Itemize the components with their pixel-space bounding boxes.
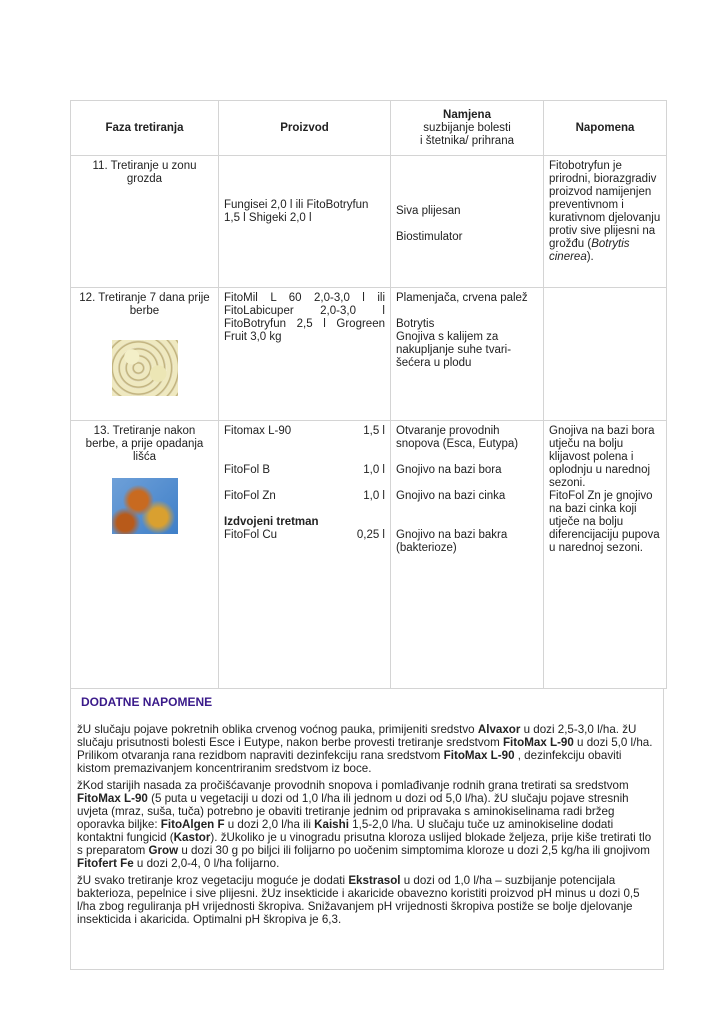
product-name: FitoAlgen F: [160, 818, 225, 831]
namjena-text: Siva plijesan: [396, 205, 461, 217]
product-name: Fitofert Fe: [77, 857, 134, 870]
faza-text: 12. Tretiranje 7 dana prije berbe: [79, 292, 210, 317]
napomena-cell: Fitobotryfun je prirodni, biorazgradiv proizvod namijenjen preventivnom i kurativnom djelovanju protiv sive plijesni na grožđu (Botrytis cinerea).: [544, 156, 667, 288]
proizvod-cell: Fitomax L-90 1,5 l FitoFol B 1,0 l FitoFol Zn 1,0 l Izdvojeni tretman FitoFol Cu 0,25 l: [219, 421, 391, 689]
faza-cell: 11. Tretiranje u zonu grozda: [71, 156, 219, 288]
additional-notes: [70, 688, 664, 970]
product-line: FitoFol Cu 0,25 l: [224, 529, 385, 541]
autumn-leaves-image: [112, 478, 178, 534]
note-text: 1,5-2,0 l/ha. U slučaju tuče uz aminokiseline dodati kontaktni fungicid (: [77, 818, 614, 844]
header-namjena: Namjena suzbijanje bolesti i štetnika/ prihrana: [391, 101, 544, 156]
product-name: Alvaxor: [477, 723, 521, 736]
treatment-table: [70, 100, 667, 689]
product-line: FitoFol Zn 1,0 l: [224, 490, 385, 502]
namjena-cell: [391, 156, 544, 288]
note-paragraph: [77, 874, 657, 926]
product-name: Kaishi: [314, 818, 349, 831]
note-text: u dozi od 1,0 l/ha – suzbijanje potencijala bakterioza, pepelnice i sive plijesni. žUz insekticide i akaricide obavezno koristiti proizvod pH minus u dozi 0,5 l/ha zbog reguliranja pH vrijednosti škropiva. Snižavanjem pH vrijednosti škropiva postiže se bolje djelovanje insekticida i akaricida. Optimalni pH škropiva je 6,3.: [77, 874, 640, 926]
faza-cell: [71, 288, 219, 421]
note-text: (5 puta u vegetaciji u dozi od 1,0 l/ha ili jednom u dozi od 5,0 l/ha). žU slučaju pojave stresnih uvjeta (mraz, suša, tuča) potrebno je obaviti tretiranje jednim od pripravaka s aminokiselinama radi bržeg oporavka biljke:: [77, 792, 629, 831]
product-line: FitoFol B 1,0 l: [224, 464, 385, 476]
note-text: u dozi 5,0 l/ha. Prilikom otvaranja rana rezidbom napraviti dezinfekciju rana sredstvom: [77, 736, 653, 762]
table-row: [71, 421, 667, 689]
note-text: u dozi 2,5-3,0 l/ha. žU slučaju prisutnosti bolesti Esce i Eutype, nakon berbe provesti tretiranje sredstvom: [77, 723, 637, 749]
note-text: u dozi 30 g po biljci ili folijarno po uočenim simptomima kloroze u dozi 2,5 kg/ha ili gnojivom: [178, 844, 650, 857]
product-name: FitoMax L-90: [502, 736, 574, 749]
product-name: FitoMax L-90: [77, 792, 148, 805]
namjena-cell: Otvaranje provodnih snopova (Esca, Eutypa) Gnojivo na bazi bora Gnojivo na bazi cinka Gnojivo na bazi bakra (bakterioze): [391, 421, 544, 689]
proizvod-text: Fungisei 2,0 l ili FitoBotryfun 1,5 l Shigeki 2,0 l: [224, 199, 369, 224]
product-line: Fitomax L-90 1,5 l: [224, 425, 385, 437]
note-text: ). žUkoliko je u vinogradu prisutna kloroza uslijed blokade željeza, prije kiše tretirati tlo s preparatom: [77, 831, 652, 857]
note-text: žU slučaju pojave pokretnih oblika crvenog voćnog pauka, primijeniti sredstvo: [77, 723, 478, 736]
proizvod-cell: FitoMil L 60 2,0-3,0 l ili FitoLabicuper 2,0-3,0 l FitoBotryfun 2,5 l Grogreen Fruit 3,0 kg: [219, 288, 391, 421]
product-name: Ekstrasol: [348, 874, 401, 887]
table-row: [71, 288, 667, 421]
table-row: [71, 156, 667, 288]
header-faza: Faza tretiranja: [71, 101, 219, 156]
napomena-cell: Gnojiva na bazi bora utječu na bolju klijavost polena i oplodnju u narednoj sezoni. FitoFol Zn je gnojivo na bazi cinka koji utječe na bolju diferencijaciju pupova u narednoj sezoni.: [544, 421, 667, 689]
faza-cell: 13. Tretiranje nakon berbe, a prije opadanja lišća: [71, 421, 219, 689]
note-paragraph: [77, 723, 657, 775]
product-name: Grow: [148, 844, 179, 857]
table-header: [71, 101, 667, 156]
note-text: žU svako tretiranje kroz vegetaciju moguće je dodati: [77, 874, 349, 887]
proizvod-cell: [219, 156, 391, 288]
note-text: u dozi 2,0-4, 0 l/ha folijarno.: [133, 857, 280, 870]
product-name: Kastor: [173, 831, 211, 844]
namjena-text: Biostimulator: [396, 231, 463, 243]
note-text: , dezinfekciju obaviti kistom premazivanjem koncentriranim sredstvom iz boce.: [77, 749, 622, 775]
note-paragraph: [77, 779, 657, 870]
namjena-cell: Plamenjača, crvena palež Botrytis Gnojiva s kalijem za nakupljanje suhe tvari-šećera u plodu: [391, 288, 544, 421]
header-proizvod: Proizvod: [219, 101, 391, 156]
product-name: FitoMax L-90: [443, 749, 515, 762]
notes-title: DODATNE NAPOMENE: [81, 695, 213, 709]
note-text: žKod starijih nasada za pročišćavanje provodnih snopova i pomlađivanje rodnih grana tretirati sa sredstvom: [77, 779, 629, 792]
grapes-image: [112, 340, 178, 396]
header-napomena: Napomena: [544, 101, 667, 156]
napomena-cell: [544, 288, 667, 421]
note-text: u dozi 2,0 l/ha ili: [224, 818, 315, 831]
